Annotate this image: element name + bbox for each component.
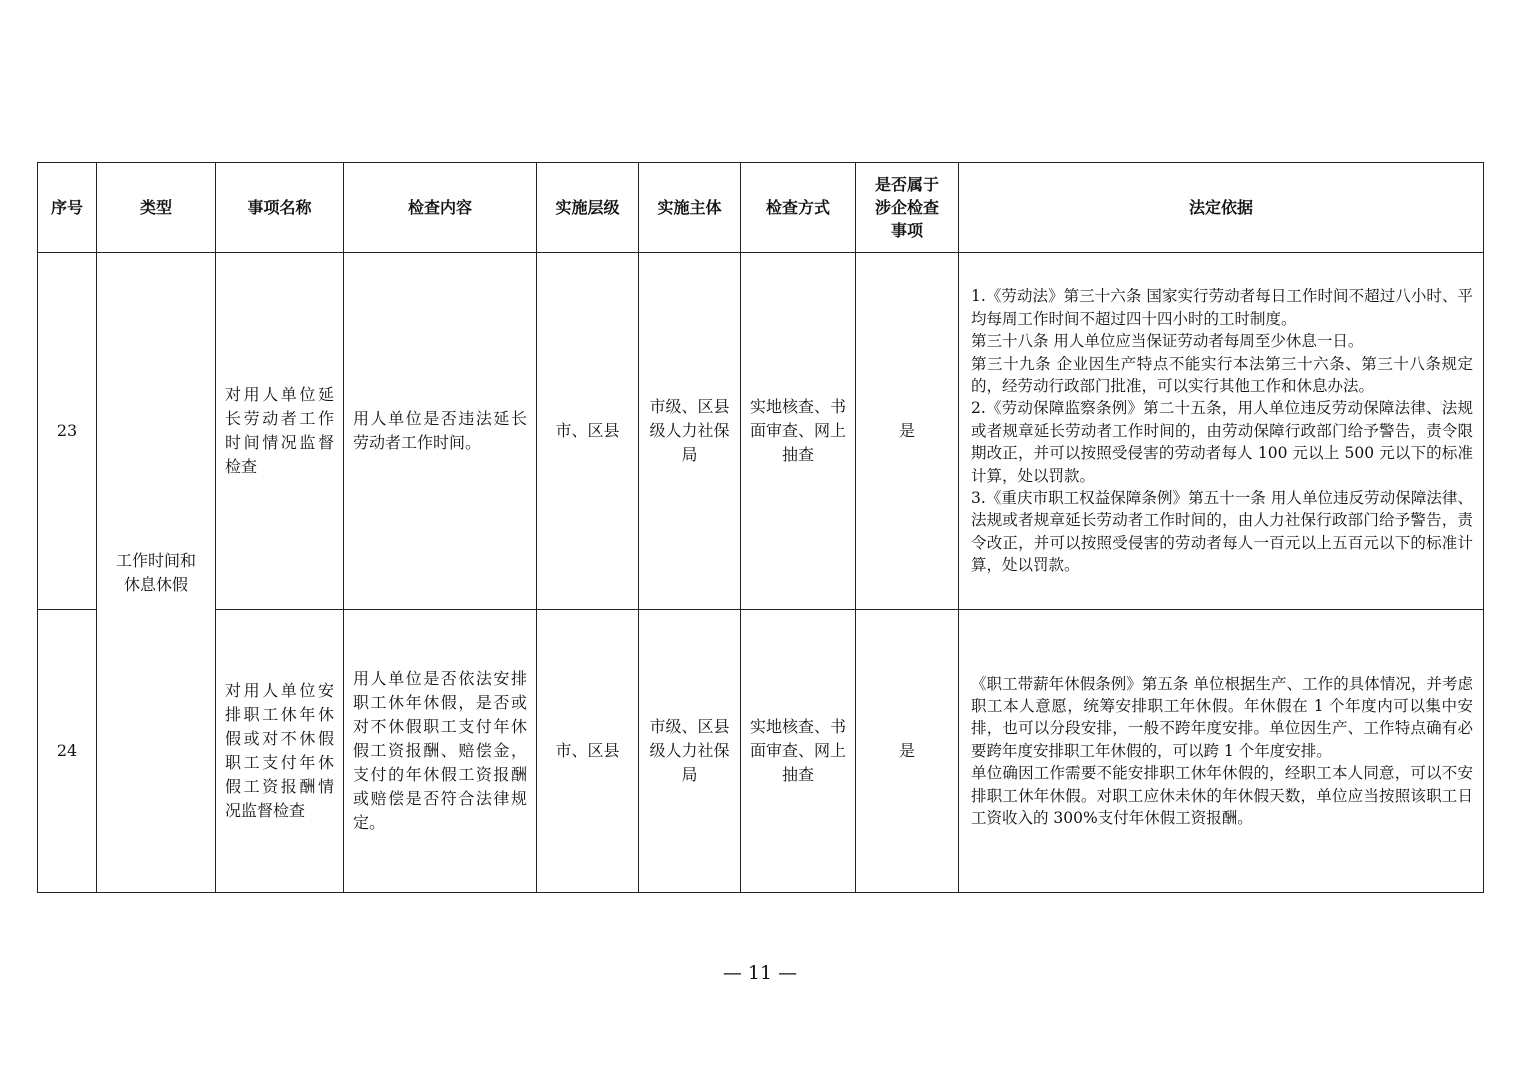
cell-enterprise: 是 xyxy=(856,610,959,893)
cell-seq: 23 xyxy=(38,253,97,610)
cell-enterprise: 是 xyxy=(856,253,959,610)
header-basis: 法定依据 xyxy=(959,163,1484,253)
item-name-text: 对用人单位延长劳动者工作时间情况监督检查 xyxy=(225,385,334,476)
cell-seq: 24 xyxy=(38,610,97,893)
cell-basis xyxy=(959,610,1484,893)
table-row xyxy=(38,610,1484,893)
cell-item-name xyxy=(216,610,344,893)
header-enterprise-label: 是否属于涉企检查事项 xyxy=(874,175,939,240)
item-name-text: 对用人单位安排职工休年休假或对不休假职工支付年休假工资报酬情况监督检查 xyxy=(225,681,334,820)
basis-paragraph: 1.《劳动法》第三十六条 国家实行劳动者每日工作时间不超过八小时、平均每周工作时间不超过四十四小时的工时制度。 xyxy=(971,287,1473,328)
header-method: 检查方式 xyxy=(741,163,856,253)
basis-paragraph: 第三十九条 企业因生产特点不能实行本法第三十六条、第三十八条规定的，经劳动行政部门批准，可以实行其他工作和休息办法。 xyxy=(971,354,1473,395)
type-label: 工作时间和休息休假 xyxy=(115,550,196,594)
header-enterprise xyxy=(856,163,959,253)
page-number: — 11 — xyxy=(722,962,798,984)
basis-paragraph: 单位确因工作需要不能安排职工休年休假的，经职工本人同意，可以不安排职工休年休假。对职工应休未休的年休假天数，单位应当按照该职工日工资收入的 300%支付年休假工资报酬。 xyxy=(971,764,1473,828)
method-text: 实地核查、书面审查、网上抽查 xyxy=(750,397,847,464)
header-subject: 实施主体 xyxy=(639,163,741,253)
cell-content xyxy=(344,610,537,893)
cell-level: 市、区县 xyxy=(537,253,639,610)
header-item-name: 事项名称 xyxy=(216,163,344,253)
cell-type-merged xyxy=(97,253,216,893)
header-content: 检查内容 xyxy=(344,163,537,253)
inspection-items-table xyxy=(37,162,1484,893)
header-seq: 序号 xyxy=(38,163,97,253)
basis-paragraph: 第三十八条 用人单位应当保证劳动者每周至少休息一日。 xyxy=(971,332,1364,351)
method-text: 实地核查、书面审查、网上抽查 xyxy=(750,717,847,784)
basis-paragraph: 2.《劳动保障监察条例》第二十五条，用人单位违反劳动保障法律、法规或者规章延长劳动者工作时间的，由劳动保障行政部门给予警告，责令限期改正，并可以按照受侵害的劳动者每人 100 元以上 500 元以下的标准计算，处以罚款。 xyxy=(971,399,1473,485)
content-text: 用人单位是否违法延长劳动者工作时间。 xyxy=(353,409,527,452)
basis-paragraph: 3.《重庆市职工权益保障条例》第五十一条 用人单位违反劳动保障法律、法规或者规章延长劳动者工作时间的，由人力社保行政部门给予警告，责令改正，并可以按照受侵害的劳动者每人一百元以上五百元以下的标准计算，处以罚款。 xyxy=(971,489,1473,575)
header-type: 类型 xyxy=(97,163,216,253)
cell-subject xyxy=(639,253,741,610)
basis-text xyxy=(959,285,1483,576)
basis-paragraph: 《职工带薪年休假条例》第五条 单位根据生产、工作的具体情况，并考虑职工本人意愿，统筹安排职工年休假。年休假在 1 个年度内可以集中安排，也可以分段安排，一般不跨年度安排。单位因生产、工作特点确有必要跨年度安排职工年休假的，可以跨 1 个年度安排。 xyxy=(971,674,1473,760)
subject-text: 市级、区县级人力社保局 xyxy=(649,397,730,464)
cell-content xyxy=(344,253,537,610)
basis-text xyxy=(959,673,1483,830)
cell-level: 市、区县 xyxy=(537,610,639,893)
cell-subject xyxy=(639,610,741,893)
table-row xyxy=(38,253,1484,610)
cell-method xyxy=(741,610,856,893)
cell-basis xyxy=(959,253,1484,610)
cell-item-name xyxy=(216,253,344,610)
header-level: 实施层级 xyxy=(537,163,639,253)
subject-text: 市级、区县级人力社保局 xyxy=(649,717,730,784)
content-text: 用人单位是否依法安排职工休年休假，是否或对不休假职工支付年休假工资报酬、赔偿金，支付的年休假工资报酬或赔偿是否符合法律规定。 xyxy=(353,669,527,832)
table-header-row xyxy=(38,163,1484,253)
cell-method xyxy=(741,253,856,610)
